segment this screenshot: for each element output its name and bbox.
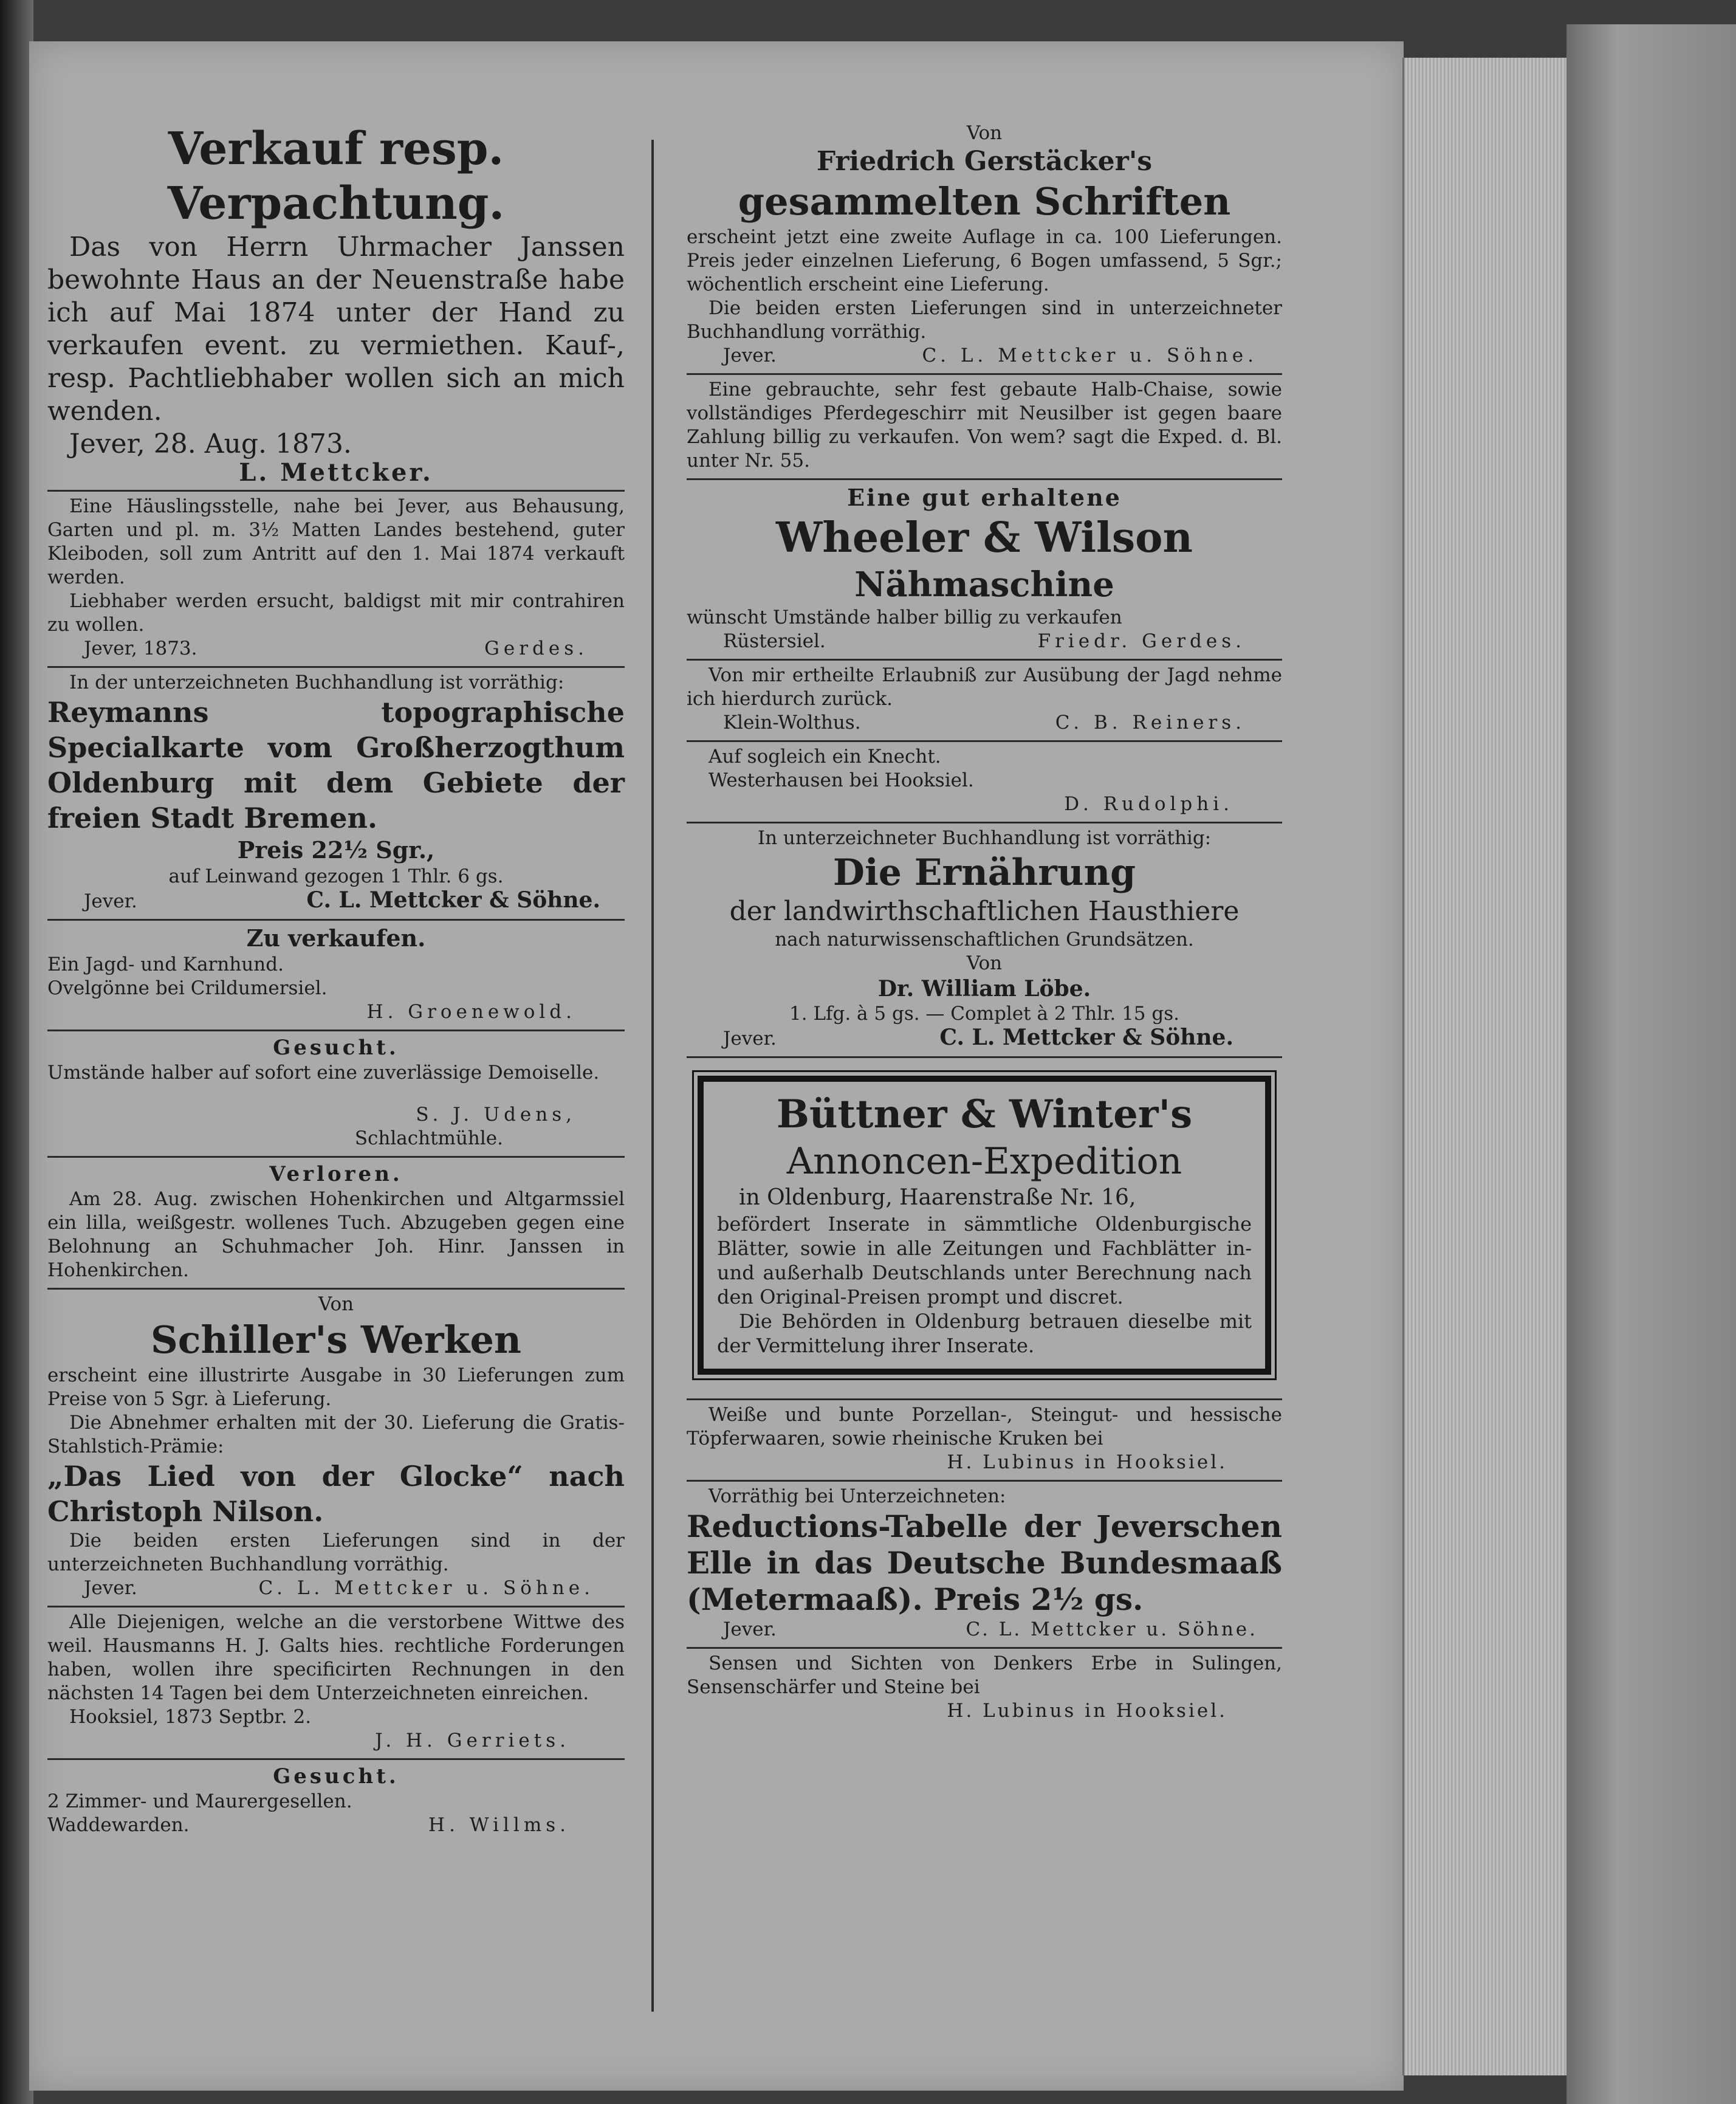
ad-price: 1. Lfg. à 5 gs. — Complet à 2 Thlr. 15 gs. (789, 1003, 1179, 1025)
ad-naehmaschine (687, 480, 1282, 661)
ad-gerstaecker (687, 119, 1282, 375)
column-divider (651, 140, 654, 2012)
ad-signature: C. L. Mettcker & Söhne. (939, 1025, 1233, 1050)
ad-body: Ein Jagd- und Karnhund. (47, 954, 284, 975)
ad-signature: H. Lubinus in Hooksiel. (947, 1451, 1227, 1473)
ad-body: 2 Zimmer- und Maurergesellen. (47, 1790, 352, 1812)
ad-place-date: Jever, 28. Aug. 1873. (69, 428, 352, 459)
ad-kicker: Von (318, 1293, 354, 1315)
ad-signature: C. B. Reiners. (1055, 712, 1246, 734)
ad-body: Am 28. Aug. zwischen Hohenkirchen und Altgarmssiel ein lilla, weißgestr. wollenes Tuch. Abzugeben gegen eine Belohnung an Schuhmacher Joh. Hinr. Janssen in Hohenkirchen. (47, 1188, 625, 1281)
ad-gesucht-maurer (47, 1760, 625, 1843)
ad-knecht (687, 742, 1282, 823)
ad-title: Verkauf resp. Verpachtung. (167, 123, 505, 230)
ad-body: Eine Häuslingsstelle, nahe bei Jever, aus Behausung, Garten und pl. m. 3½ Matten Landes bestehend, guter Kleiboden, soll zum Antritt auf den 1. Mai 1874 verkauft werden. (47, 495, 625, 588)
ad-signature: D. Rudolphi. (1064, 793, 1233, 815)
ad-place: Jever. (723, 345, 777, 366)
ad-title: Schiller's Werken (150, 1318, 521, 1362)
ad-body: Liebhaber werden ersucht, baldigst mit mir contrahiren zu wollen. (47, 590, 625, 636)
ad-body: Sensen und Sichten von Denkers Erbe in Sulingen, Sensenschärfer und Steine bei (687, 1652, 1282, 1698)
ad-intro: Vorräthig bei Unterzeichneten: (708, 1485, 1006, 1507)
ad-title: Zu verkaufen. (246, 924, 426, 952)
ad-signature: C. L. Mettcker u. Söhne. (258, 1577, 594, 1599)
ad-kicker: Von (966, 122, 1003, 144)
ad-premium-title: „Das Lied von der Glocke“ nach Christoph Nilson. (47, 1460, 625, 1528)
ad-signature: H. Groenewold. (366, 1001, 576, 1023)
ad-intro: In unterzeichneter Buchhandlung ist vorräthig: (757, 827, 1212, 849)
ad-subtitle: Nähmaschine (854, 565, 1114, 605)
ad-nachlass-galts (47, 1607, 625, 1760)
ad-halb-chaise (687, 375, 1282, 480)
ad-subtitle: Annoncen-Expedition (786, 1140, 1182, 1183)
left-column (47, 119, 625, 1843)
ad-body: Von mir ertheilte Erlaubniß zur Ausübung der Jagd nehme ich hierdurch zurück. (687, 664, 1282, 710)
ad-signature: J. H. Gerriets. (375, 1730, 570, 1752)
ad-author: Dr. William Löbe. (877, 976, 1091, 1002)
ad-signature: C. L. Mettcker & Söhne. (306, 887, 600, 913)
ad-place: Ovelgönne bei Crildumersiel. (47, 977, 328, 999)
ad-sensen (687, 1649, 1282, 1728)
ad-body: erscheint eine illustrirte Ausgabe in 30 Lieferungen zum Preise von 5 Sgr. à Lieferung. (47, 1364, 625, 1410)
ad-verloren (47, 1158, 625, 1290)
ad-body: Umstände halber auf sofort eine zuverlässige Demoiselle. (47, 1062, 600, 1084)
ad-place-date: Jever, 1873. (84, 638, 197, 659)
ad-body: Die Abnehmer erhalten mit der 30. Lieferung die Gratis-Stahlstich-Prämie: (47, 1412, 625, 1457)
ad-place: Jever. (84, 890, 137, 912)
ad-title: Wheeler & Wilson (776, 514, 1193, 562)
ad-body: erscheint jetzt eine zweite Auflage in ca. 100 Lieferungen. Preis jeder einzelnen Lieferung, 6 Bogen umfassend, 5 Sgr.; wöchentlich erscheint eine Lieferung. (687, 226, 1282, 295)
ad-signature: C. L. Mettcker u. Söhne. (922, 345, 1258, 366)
boxed-advert (698, 1076, 1271, 1375)
ad-body: Die beiden ersten Lieferungen sind in unterzeichneter Buchhandlung vorräthig. (687, 297, 1282, 343)
ad-by: Von (966, 952, 1003, 974)
ad-buettner-winter (687, 1058, 1282, 1398)
ad-signature: H. Willms. (428, 1814, 570, 1836)
ad-author: Friedrich Gerstäcker's (816, 146, 1153, 177)
ad-place: Jever. (84, 1577, 137, 1599)
ad-title: gesammelten Schriften (738, 179, 1231, 224)
ad-title: Reymanns topographische Specialkarte vom Großherzogthum Oldenburg mit dem Gebiete der freien Stadt Bremen. (47, 696, 625, 834)
book-cover (1566, 24, 1736, 2104)
ad-title: Reductions-Tabelle der Jeverschen Elle in das Deutsche Bundesmaaß (Metermaaß). Preis 2½ gs. (687, 1508, 1282, 1617)
ad-place: Jever. (723, 1618, 777, 1640)
ad-place: Waddewarden. (47, 1814, 190, 1836)
ad-signature: L. Mettcker. (239, 458, 433, 487)
ad-body: wünscht Umstände halber billig zu verkaufen (687, 607, 1122, 628)
ad-body: Weiße und bunte Porzellan-, Steingut- und hessische Töpferwaaren, sowie rheinische Kruken bei (687, 1404, 1282, 1449)
ad-place: Jever. (723, 1028, 777, 1050)
ad-subtitle: der landwirthschaftlichen Hausthiere (729, 896, 1240, 927)
ad-ernaehrung (687, 823, 1282, 1058)
ad-signature: Friedr. Gerdes. (1037, 630, 1246, 652)
ad-body: befördert Inserate in sämmtliche Oldenburgische Blätter, sowie in alle Zeitungen und Fachblätter in- und außerhalb Deutschlands unter Berechnung nach den Original-Preisen prompt und discret. (717, 1212, 1252, 1308)
ad-place-date: Hooksiel, 1873 Septbr. 2. (69, 1706, 312, 1728)
ad-reymanns-karte (47, 668, 625, 921)
ad-schillers-werke (47, 1290, 625, 1607)
ad-haeuslingsstelle (47, 492, 625, 668)
ad-body: Die Behörden in Oldenburg betrauen dieselbe mit der Vermittelung ihrer Inserate. (717, 1310, 1252, 1357)
ad-place: Klein-Wolthus. (723, 712, 861, 734)
ad-subtitle2: nach naturwissenschaftlichen Grundsätzen. (775, 929, 1194, 951)
ad-signature: S. J. Udens, (416, 1104, 576, 1126)
ad-zu-verkaufen (47, 921, 625, 1031)
ad-signature: H. Lubinus in Hooksiel. (947, 1700, 1227, 1722)
ad-place: Westerhausen bei Hooksiel. (708, 769, 974, 791)
ad-title: Gesucht. (273, 1036, 399, 1060)
ad-verkauf (47, 119, 625, 492)
book-binding (0, 0, 33, 2104)
ad-price-note: auf Leinwand gezogen 1 Thlr. 6 gs. (168, 865, 504, 887)
ad-porzellan (687, 1398, 1282, 1482)
right-column (687, 119, 1282, 1728)
ad-title: Die Ernährung (832, 851, 1136, 894)
ad-location: in Oldenburg, Haarenstraße Nr. 16, (739, 1185, 1136, 1210)
ad-gesucht-demoiselle (47, 1031, 625, 1158)
ad-kicker: Eine gut erhaltene (847, 484, 1122, 511)
ad-title: Verloren. (269, 1162, 403, 1186)
ad-intro: In der unterzeichneten Buchhandlung ist vorräthig: (69, 672, 564, 693)
ad-place: Rüstersiel. (723, 630, 826, 652)
ad-signature: Gerdes. (484, 638, 588, 659)
ad-signature: C. L. Mettcker u. Söhne. (966, 1618, 1258, 1640)
ad-body: Auf sogleich ein Knecht. (708, 746, 941, 768)
ad-body: Das von Herrn Uhrmacher Janssen bewohnte Haus an der Neuenstraße habe ich auf Mai 1874 unter der Hand zu verkaufen event. zu vermiethen. Kauf-, resp. Pachtliebhaber wollen sich an mich wenden. (47, 232, 625, 427)
ad-body: Die beiden ersten Lieferungen sind in der unterzeichneten Buchhandlung vorräthig. (47, 1530, 625, 1575)
ad-body: Alle Diejenigen, welche an die verstorbene Wittwe des weil. Hausmanns H. J. Galts hies. rechtliche Forderungen haben, wollen ihre specificirten Rechnungen in den nächsten 14 Tagen bei dem Unterzeichneten einreichen. (47, 1611, 625, 1704)
ad-title: Gesucht. (273, 1764, 399, 1789)
page-stack-edge (1402, 58, 1566, 2075)
ad-body: Eine gebrauchte, sehr fest gebaute Halb-Chaise, sowie vollständiges Pferdegeschirr mit Neusilber ist gegen baare Zahlung billig zu verkaufen. Von wem? sagt die Exped. d. Bl. unter Nr. 55. (687, 379, 1282, 472)
ad-price: Preis 22½ Sgr., (237, 836, 435, 864)
ad-reductions-tabelle (687, 1482, 1282, 1649)
ad-signature-place: Schlachtmühle. (354, 1127, 503, 1149)
ad-title: Büttner & Winter's (776, 1092, 1193, 1137)
ad-jagd-erlaubnis (687, 661, 1282, 742)
